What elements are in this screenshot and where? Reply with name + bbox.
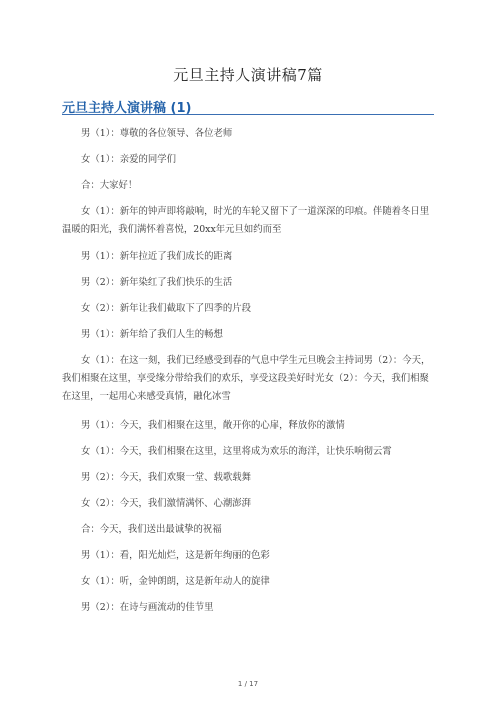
section-divider — [62, 114, 434, 115]
paragraph: 男（1）：新年给了我们人生的畅想 — [81, 329, 223, 340]
paragraph: 合：今天，我们送出最诚挚的祝福 — [81, 524, 222, 535]
paragraph: 男（1）：看，阳光灿烂，这是新年绚丽的色彩 — [81, 550, 270, 561]
paragraph: 女（1）：亲爱的同学们 — [81, 154, 177, 165]
section-heading: 元旦主持人演讲稿 (1) — [62, 101, 192, 116]
paragraph: 男（1）：今天，我们相聚在这里，敞开你的心扉，释放你的激情 — [81, 420, 345, 431]
page-number: 1 / 17 — [237, 680, 259, 688]
paragraph: 男（2）：新年染红了我们快乐的生活 — [81, 277, 233, 288]
paragraph: 女（1）：今天，我们相聚在这里，这里将成为欢乐的海洋，让快乐响彻云霄 — [81, 446, 392, 457]
paragraph: 女（1）：在这一刻，我们已经感受到春的气息中学生元旦晚会主持词男（2）：今天，我们相聚在这里，享受缘分带给我们的欢乐，享受这段美好时光女（2）：今天，我们相聚在这里，一起用心来感受真情，融化冰雪 — [62, 355, 431, 402]
paragraph: 男（1）：尊敬的各位领导、各位老师 — [81, 128, 233, 139]
paragraph: 合：大家好！ — [81, 180, 138, 191]
document-title: 元旦主持人演讲稿7篇 — [173, 66, 323, 84]
paragraph: 男（2）：在诗与画流动的佳节里 — [81, 602, 214, 613]
paragraph: 女（2）：新年让我们截取下了四季的片段 — [81, 303, 252, 314]
paragraph: 女（1）：新年的钟声即将敲响，时光的车轮又留下了一道深深的印痕。伴随着冬日里温暖的阳光，我们满怀着喜悦，20xx年元旦如约而至 — [62, 206, 430, 235]
paragraph: 男（1）：新年拉近了我们成长的距离 — [81, 251, 233, 262]
paragraph: 男（2）：今天，我们欢聚一堂、载歌载舞 — [81, 472, 252, 483]
paragraph: 女（2）：今天，我们激情满怀、心潮澎湃 — [81, 498, 252, 509]
paragraph: 女（1）：听，金钟朗朗，这是新年动人的旋律 — [81, 576, 270, 587]
